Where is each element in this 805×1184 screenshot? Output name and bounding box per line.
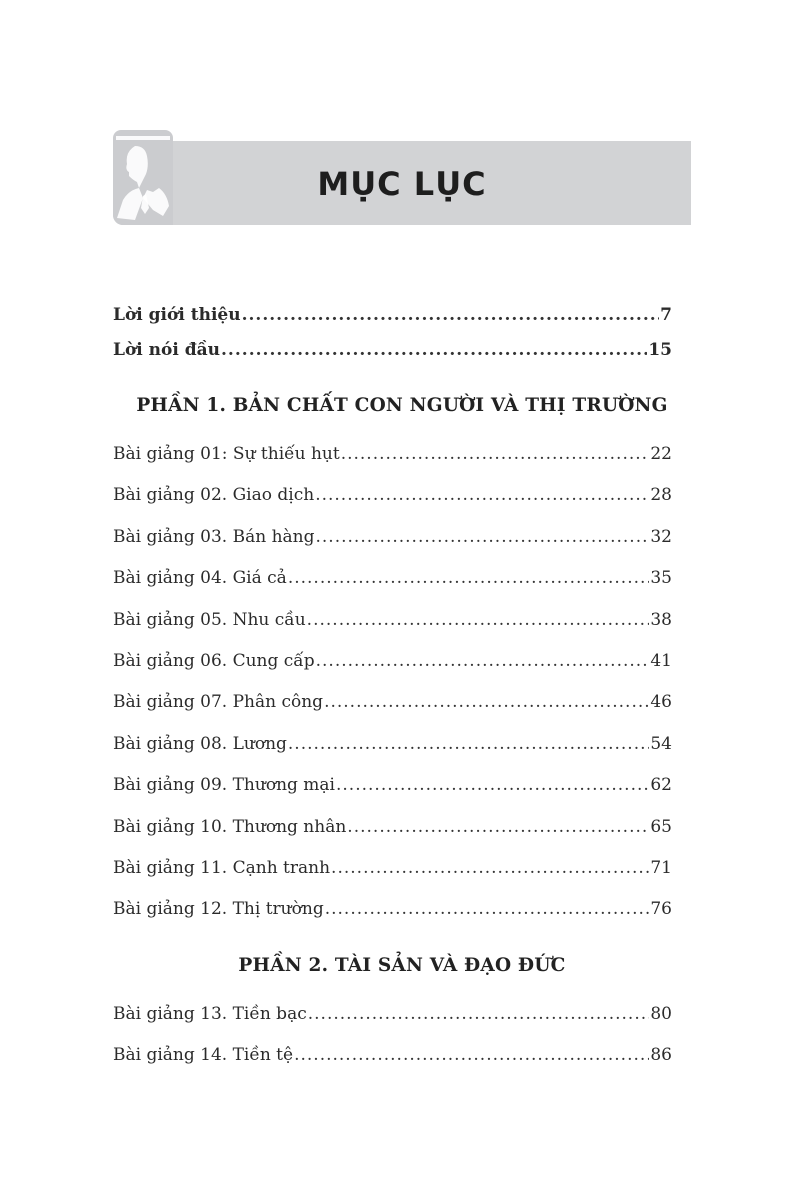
dot-leader	[288, 731, 649, 757]
toc-entry[interactable]	[113, 814, 672, 840]
part-2-heading: PHẦN 2. TÀI SẢN VÀ ĐẠO ĐỨC	[238, 955, 566, 976]
toc-entry-page: 32	[650, 527, 672, 547]
toc-entry-page: 46	[650, 692, 672, 712]
dot-leader	[242, 302, 660, 328]
toc-entry-page: 28	[650, 485, 672, 505]
toc-entry[interactable]	[113, 524, 672, 550]
toc-entry-label: Bài giảng 12. Thị trường	[113, 899, 324, 919]
dot-leader	[341, 441, 650, 467]
toc-entry[interactable]	[113, 855, 672, 881]
toc-entry-label: Lời nói đầu	[113, 340, 221, 360]
toc-entry-page: 86	[650, 1045, 672, 1065]
dot-leader	[347, 814, 649, 840]
toc-entry-label: Bài giảng 03. Bán hàng	[113, 527, 315, 547]
toc-entry[interactable]	[113, 302, 672, 328]
toc-entry[interactable]	[113, 689, 672, 715]
dot-leader	[294, 1042, 649, 1068]
toc-entry[interactable]	[113, 337, 672, 363]
toc-entry[interactable]	[113, 441, 672, 467]
dot-leader	[325, 896, 650, 922]
toc-entry-label: Bài giảng 06. Cung cấp	[113, 651, 315, 671]
toc-entry-label: Bài giảng 05. Nhu cầu	[113, 610, 306, 630]
toc-entry[interactable]	[113, 565, 672, 591]
toc-entry[interactable]	[113, 896, 672, 922]
toc-entry[interactable]	[113, 648, 672, 674]
dot-leader	[221, 337, 647, 363]
toc-entry-page: 22	[650, 444, 672, 464]
toc-entry-page: 38	[650, 610, 672, 630]
toc-entry-label: Bài giảng 09. Thương mại	[113, 775, 335, 795]
toc-entry-label: Bài giảng 11. Cạnh tranh	[113, 858, 331, 878]
toc-entry[interactable]	[113, 772, 672, 798]
toc-entry-page: 54	[650, 734, 672, 754]
toc-entry-page: 35	[650, 568, 672, 588]
toc-entry-page: 15	[648, 340, 672, 360]
dot-leader	[316, 524, 650, 550]
toc-entry-label: Lời giới thiệu	[113, 305, 241, 325]
toc-entry-label: Bài giảng 08. Lương	[113, 734, 287, 754]
dot-leader	[324, 689, 649, 715]
toc-entry-page: 65	[650, 817, 672, 837]
toc-entry-page: 71	[650, 858, 672, 878]
part-1-heading: PHẦN 1. BẢN CHẤT CON NGƯỜI VÀ THỊ TRƯỜNG	[136, 395, 668, 416]
toc-entry-label: Bài giảng 01: Sự thiếu hụt	[113, 444, 340, 464]
dot-leader	[331, 855, 649, 881]
toc-entry-page: 80	[650, 1004, 672, 1024]
toc-entry[interactable]	[113, 482, 672, 508]
dot-leader	[336, 772, 649, 798]
dot-leader	[315, 482, 649, 508]
toc-entry-page: 62	[650, 775, 672, 795]
toc-entry[interactable]	[113, 1001, 672, 1027]
toc-entry-label: Bài giảng 14. Tiền tệ	[113, 1045, 294, 1065]
dot-leader	[316, 648, 650, 674]
dot-leader	[307, 607, 650, 633]
toc-entry[interactable]	[113, 607, 672, 633]
toc-entry[interactable]	[113, 1042, 672, 1068]
toc-entry-page: 76	[650, 899, 672, 919]
toc-entry[interactable]	[113, 731, 672, 757]
page-title: MỤC LỤC	[317, 165, 487, 203]
dot-leader	[288, 565, 650, 591]
toc-entry-page: 7	[660, 305, 672, 325]
toc-entry-label: Bài giảng 02. Giao dịch	[113, 485, 315, 505]
toc-entry-label: Bài giảng 13. Tiền bạc	[113, 1004, 307, 1024]
toc-entry-page: 41	[650, 651, 672, 671]
toc-entry-label: Bài giảng 04. Giá cả	[113, 568, 287, 588]
toc-entry-label: Bài giảng 10. Thương nhân	[113, 817, 347, 837]
toc-entry-label: Bài giảng 07. Phân công	[113, 692, 324, 712]
dot-leader	[308, 1001, 650, 1027]
